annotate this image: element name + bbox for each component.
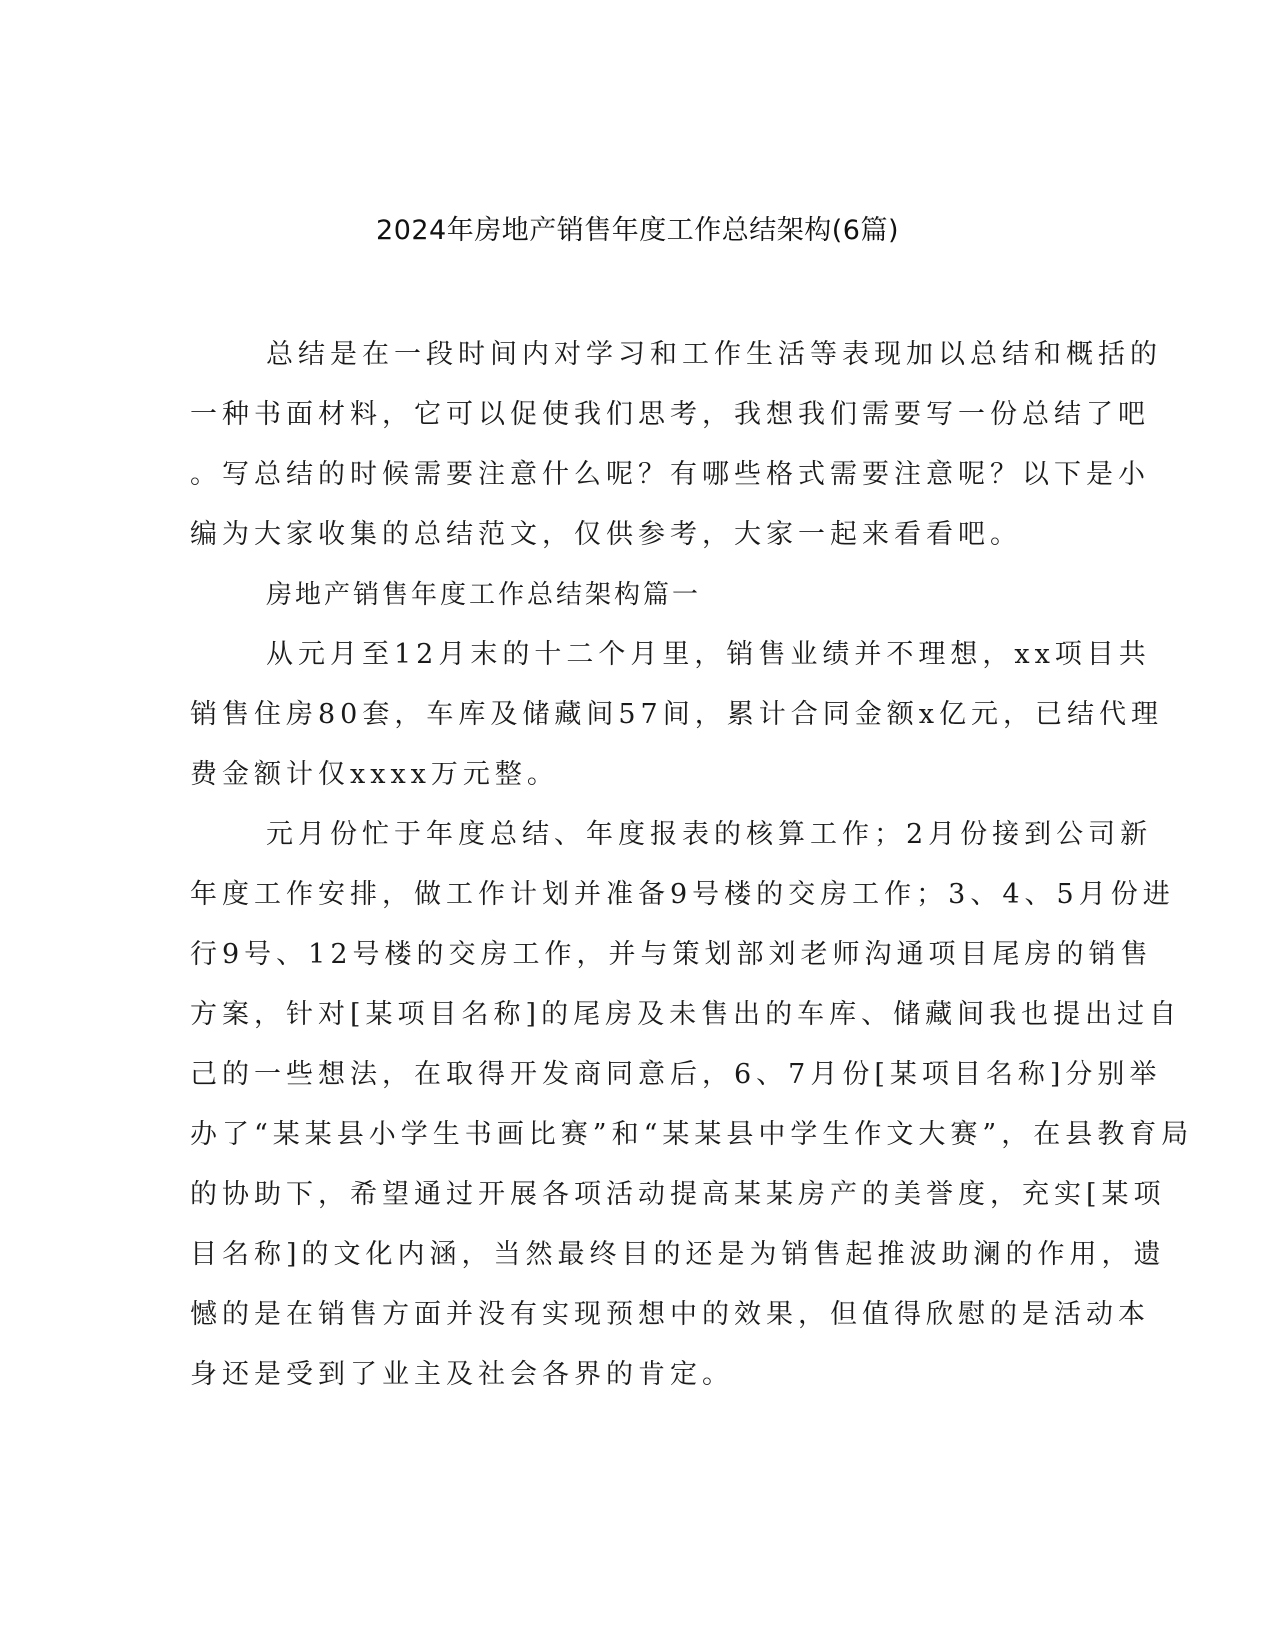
text-line: 的协助下，希望通过开展各项活动提高某某房产的美誉度，充实[某项	[190, 1179, 1166, 1210]
text-line: 元月份忙于年度总结、年度报表的核算工作；2月份接到公司新	[266, 819, 1153, 850]
text-line: 身还是受到了业主及社会各界的肯定。	[190, 1359, 734, 1390]
text-line: 办了“某某县小学生书画比赛”和“某某县中学生作文大赛”，在县教育局	[190, 1119, 1194, 1150]
text-line: 销售住房80套，车库及储藏间57间，累计合同金额x亿元，已结代理	[190, 699, 1163, 730]
text-line: 行9号、12号楼的交房工作，并与策划部刘老师沟通项目尾房的销售	[190, 939, 1153, 970]
text-line: 年度工作安排，做工作计划并准备9号楼的交房工作；3、4、5月份进	[190, 879, 1175, 910]
paragraph-monthly-work	[190, 805, 1194, 1405]
text-line: 己的一些想法，在取得开发商同意后，6、7月份[某项目名称]分别举	[190, 1059, 1162, 1090]
document-body	[190, 325, 1194, 1405]
text-line: 从元月至12月末的十二个月里，销售业绩并不理想，xx项目共	[266, 639, 1151, 670]
text-line: 。写总结的时候需要注意什么呢？有哪些格式需要注意呢？以下是小	[190, 459, 1150, 490]
text-line: 憾的是在销售方面并没有实现预想中的效果，但值得欣慰的是活动本	[190, 1299, 1150, 1330]
text-line: 编为大家收集的总结范文，仅供参考，大家一起来看看吧。	[190, 519, 1022, 550]
intro-paragraph	[190, 325, 1162, 565]
text-line: 一种书面材料，它可以促使我们思考，我想我们需要写一份总结了吧	[190, 399, 1150, 430]
text-line: 方案，针对[某项目名称]的尾房及未售出的车库、储藏间我也提出过自	[190, 999, 1182, 1030]
text-line: 总结是在一段时间内对学习和工作生活等表现加以总结和概括的	[266, 339, 1162, 370]
text-line: 费金额计仅xxxx万元整。	[190, 759, 559, 790]
document-title: 2024年房地产销售年度工作总结架构(6篇)	[376, 215, 899, 246]
section-heading: 房地产销售年度工作总结架构篇一	[266, 580, 702, 610]
text-line: 目名称]的文化内涵，当然最终目的还是为销售起推波助澜的作用，遗	[190, 1239, 1166, 1270]
paragraph-sales-results	[190, 625, 1163, 805]
